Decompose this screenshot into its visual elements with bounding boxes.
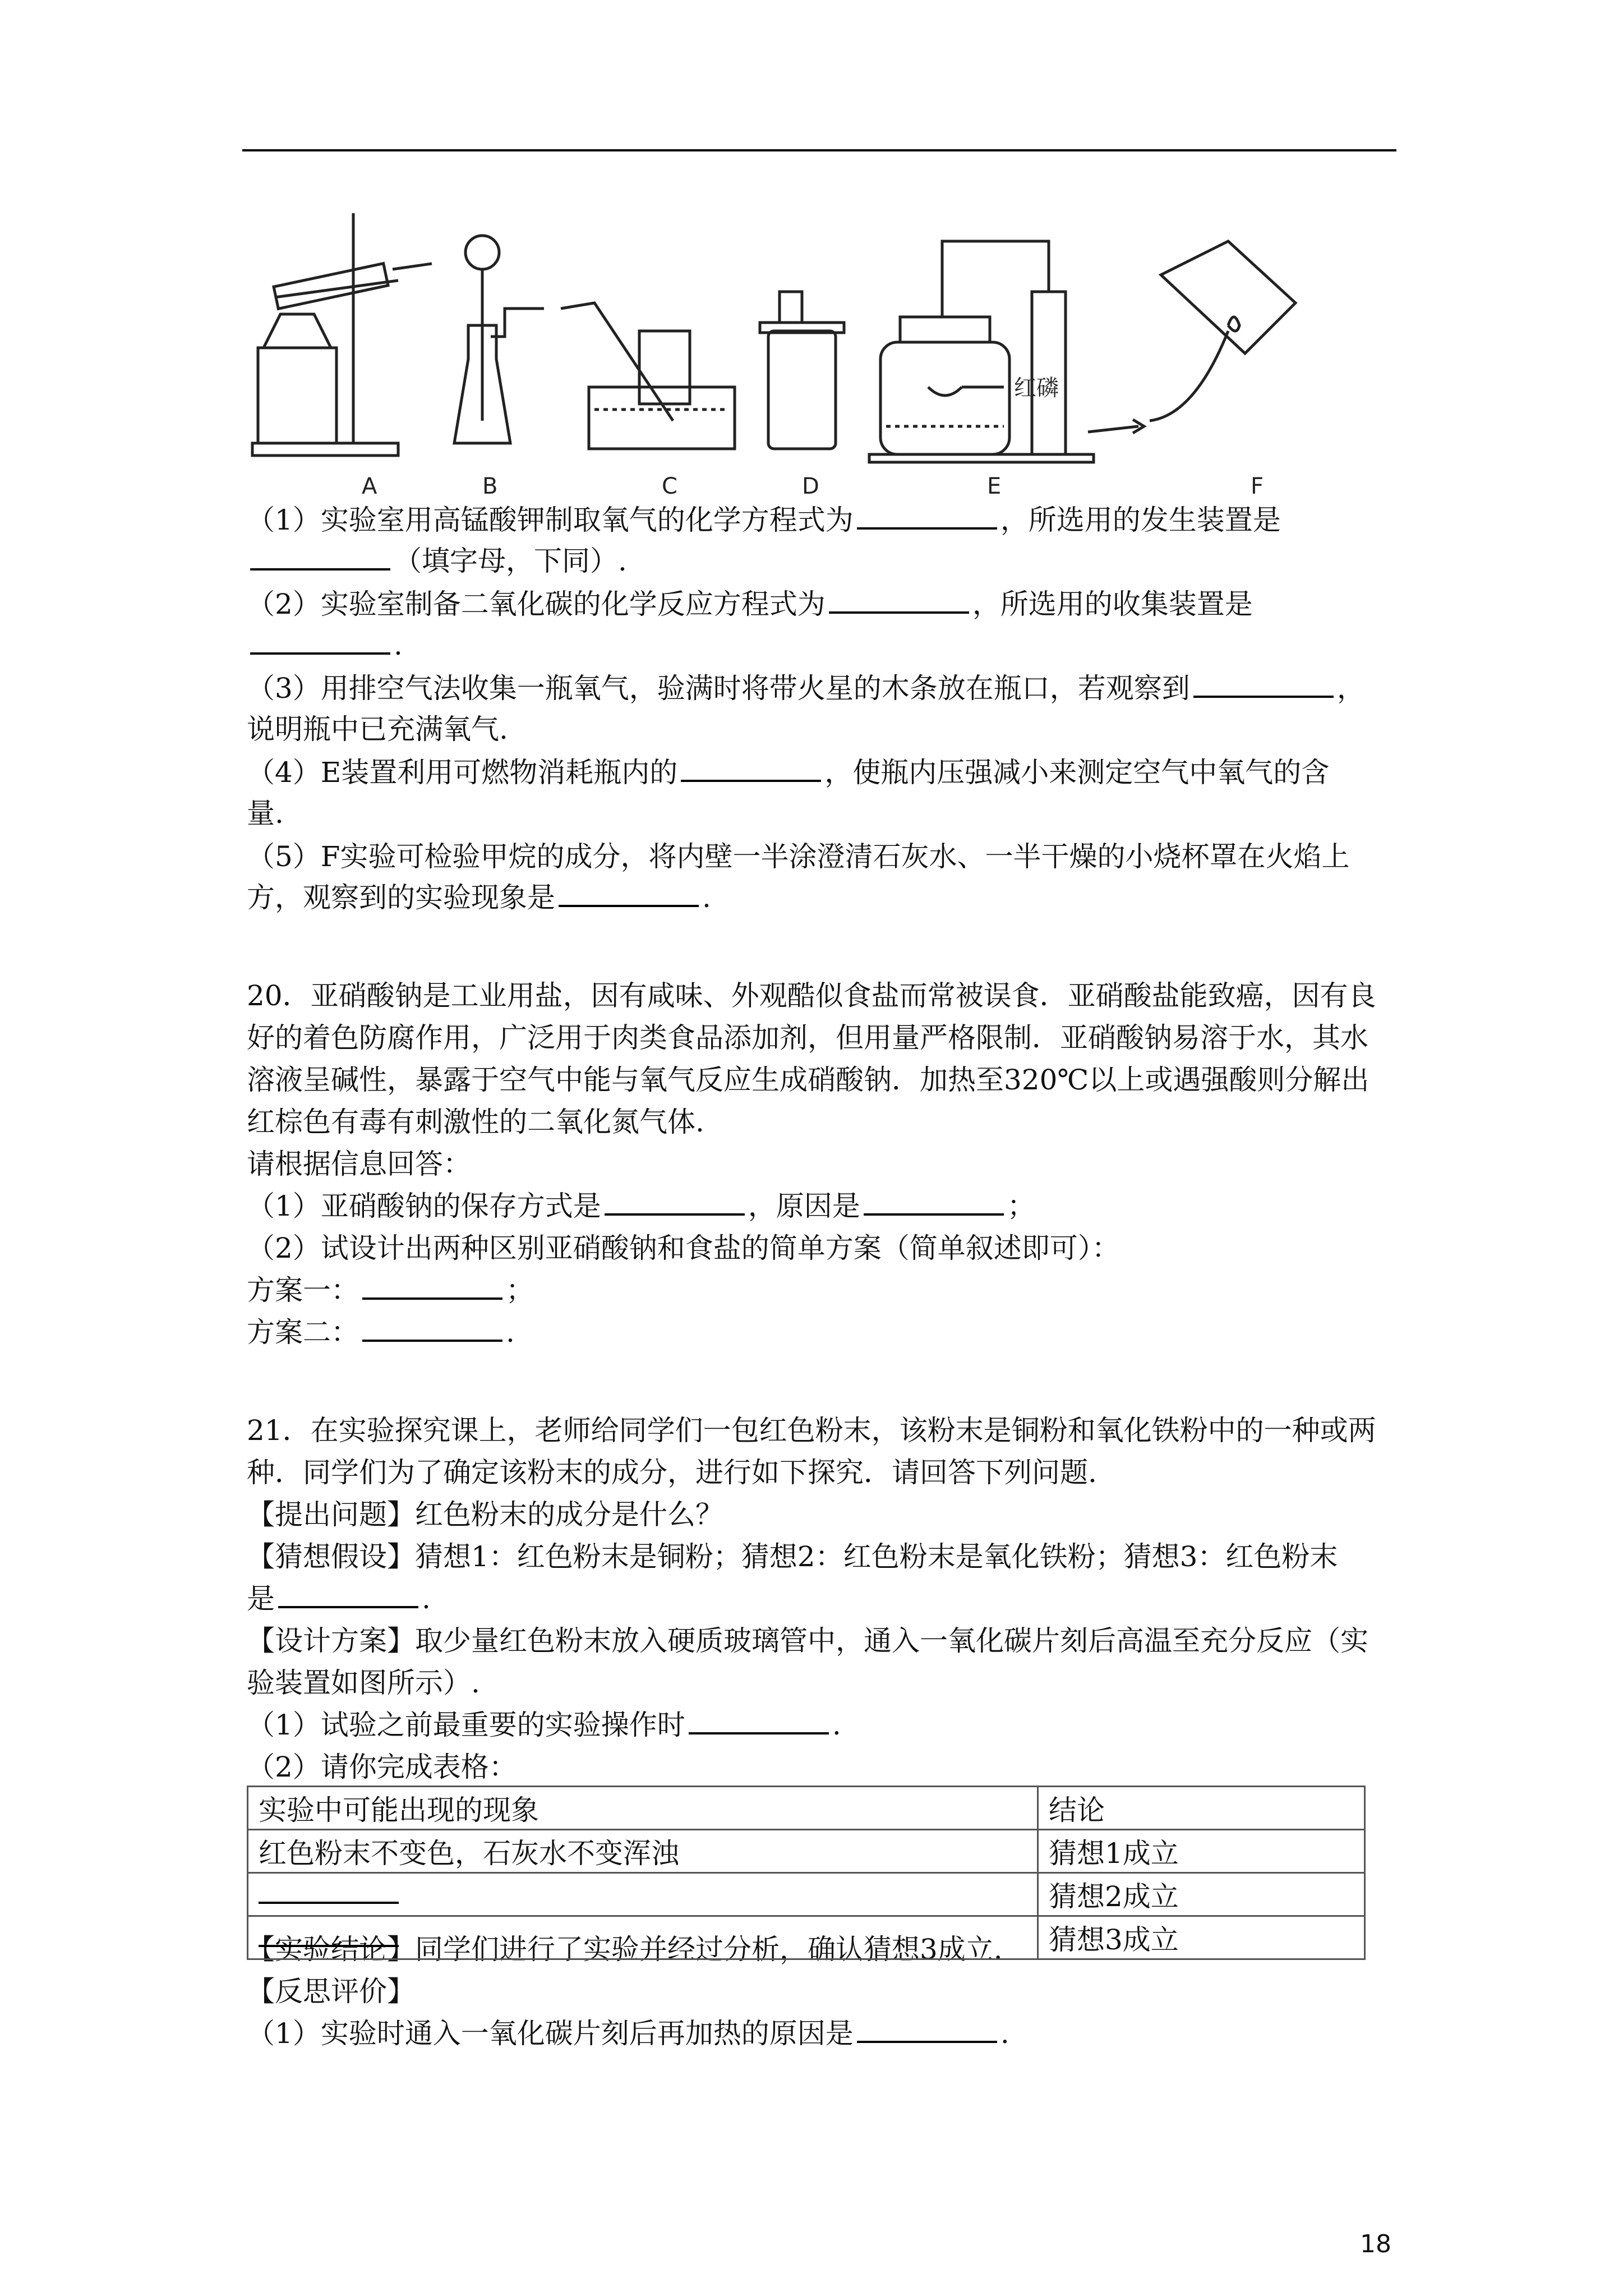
text-segment: 量. bbox=[247, 797, 284, 830]
text-segment: （5）F实验可检验甲烷的成分，将内壁一半涂澄清石灰水、一半干燥的小烧杯罩在火焰上 bbox=[247, 840, 1350, 873]
apparatus-f bbox=[1088, 241, 1295, 433]
text-line bbox=[247, 1272, 534, 1308]
text-line bbox=[247, 586, 1253, 622]
text-segment: （2）请你完成表格： bbox=[247, 1751, 517, 1783]
table-cell: 结论 bbox=[1038, 1787, 1365, 1830]
text-line bbox=[247, 1539, 1338, 1575]
text-line bbox=[247, 880, 711, 915]
answer-blank[interactable] bbox=[857, 505, 997, 530]
text-line bbox=[247, 670, 1365, 706]
text-segment: . bbox=[1000, 2017, 1009, 2050]
text-segment: . bbox=[422, 1582, 431, 1615]
text-segment: . bbox=[506, 1316, 515, 1349]
table-cell bbox=[248, 1916, 1038, 1959]
table-cell: 红色粉末不变色，石灰水不变浑浊 bbox=[248, 1830, 1038, 1873]
figure-label-e: E bbox=[987, 473, 1002, 499]
text-line bbox=[247, 1665, 480, 1701]
figure-label-c: C bbox=[662, 473, 677, 499]
text-segment: . bbox=[702, 881, 711, 914]
text-segment: ，所选用的发生装置是 bbox=[1000, 504, 1281, 536]
text-line bbox=[247, 1412, 1376, 1448]
text-segment: ，所选用的收集装置是 bbox=[972, 588, 1253, 620]
text-segment: ； bbox=[506, 1274, 534, 1306]
text-line bbox=[247, 1623, 1368, 1659]
text-line bbox=[247, 1188, 1035, 1224]
text-line bbox=[247, 543, 627, 579]
apparatus-a bbox=[252, 213, 432, 455]
text-segment: （1）实验室用高锰酸钾制取氧气的化学方程式为 bbox=[247, 504, 854, 536]
text-line bbox=[247, 711, 508, 747]
text-segment: 请根据信息回答： bbox=[247, 1148, 471, 1180]
figure-label-b: B bbox=[482, 473, 498, 499]
figure-label-a: A bbox=[362, 473, 377, 499]
text-segment: （填字母，下同）. bbox=[394, 545, 627, 577]
text-line bbox=[247, 1104, 704, 1140]
text-line bbox=[247, 502, 1281, 538]
text-segment: （4）E装置利用可燃物消耗瓶内的 bbox=[247, 756, 678, 789]
apparatus-figure bbox=[241, 208, 1408, 499]
table-cell: 猜想1成立 bbox=[1038, 1830, 1365, 1873]
header-rule bbox=[242, 149, 1396, 151]
text-line bbox=[247, 1973, 415, 2009]
text-segment: 是 bbox=[247, 1582, 275, 1615]
text-line bbox=[247, 1455, 1097, 1490]
table-row bbox=[248, 1873, 1365, 1916]
text-segment: （1）亚硝酸钠的保存方式是 bbox=[247, 1190, 601, 1222]
table-cell: 猜想3成立 bbox=[1038, 1916, 1365, 1959]
answer-blank[interactable] bbox=[559, 882, 699, 907]
text-segment: 好的着色防腐作用，广泛用于肉类食品添加剂，但用量严格限制．亚硝酸钠易溶于水，其水 bbox=[247, 1022, 1368, 1054]
apparatus-c bbox=[561, 303, 735, 449]
red-phosphorus-label: 红磷 bbox=[1014, 375, 1059, 401]
answer-blank[interactable] bbox=[362, 1317, 502, 1342]
answer-blank[interactable] bbox=[259, 1922, 399, 1947]
text-line bbox=[247, 1581, 431, 1617]
apparatus-d bbox=[760, 292, 844, 449]
text-segment: 20．亚硝酸钠是工业用盐，因有咸味、外观酷似食盐而常被误食．亚硝酸盐能致癌，因有良 bbox=[247, 979, 1376, 1012]
text-line bbox=[247, 754, 1329, 790]
text-segment: 【实验结论】同学们进行了实验并经过分析，确认猜想3成立. bbox=[247, 1933, 1003, 1966]
answer-blank[interactable] bbox=[250, 546, 390, 570]
text-line bbox=[247, 1497, 723, 1533]
text-segment: 方案二： bbox=[247, 1316, 359, 1349]
answer-blank[interactable] bbox=[1193, 673, 1334, 698]
text-line bbox=[247, 1146, 471, 1182]
text-line bbox=[247, 1062, 1369, 1098]
text-line bbox=[247, 1707, 841, 1743]
text-segment: ； bbox=[1007, 1190, 1035, 1222]
text-line bbox=[247, 1020, 1368, 1056]
text-segment: 溶液呈碱性，暴露于空气中能与氧气反应生成硝酸钠．加热至320℃以上或遇强酸则分解出 bbox=[247, 1064, 1370, 1096]
text-segment: 【设计方案】取少量红色粉末放入硬质玻璃管中，通入一氧化碳片刻后高温至充分反应（实 bbox=[247, 1625, 1368, 1657]
apparatus-diagram bbox=[241, 208, 1408, 499]
answer-blank[interactable] bbox=[605, 1191, 745, 1216]
text-segment: . bbox=[832, 1709, 841, 1741]
text-segment: 【反思评价】 bbox=[247, 1975, 415, 2008]
text-segment: ，使瓶内压强减小来测定空气中氧气的含 bbox=[824, 756, 1330, 789]
answer-blank[interactable] bbox=[250, 630, 390, 655]
text-segment: 红棕色有毒有刺激性的二氧化氮气体. bbox=[247, 1106, 704, 1138]
text-line bbox=[247, 1230, 1120, 1266]
table-row bbox=[248, 1830, 1365, 1873]
answer-blank[interactable] bbox=[864, 1191, 1004, 1216]
answer-blank[interactable] bbox=[362, 1275, 502, 1300]
text-segment: （2）试设计出两种区别亚硝酸钠和食盐的简单方案（简单叙述即可）： bbox=[247, 1232, 1120, 1264]
answer-blank[interactable] bbox=[259, 1879, 399, 1904]
text-line bbox=[247, 978, 1376, 1014]
text-segment: . bbox=[394, 629, 403, 661]
text-line bbox=[247, 2016, 1009, 2051]
text-segment: ， bbox=[1336, 672, 1365, 705]
text-segment: 说明瓶中已充满氧气. bbox=[247, 713, 508, 746]
text-segment: 【提出问题】红色粉末的成分是什么？ bbox=[247, 1498, 723, 1531]
text-segment: 方，观察到的实验现象是 bbox=[247, 881, 555, 914]
answer-blank[interactable] bbox=[857, 2018, 997, 2043]
text-segment: （1）实验时通入一氧化碳片刻后再加热的原因是 bbox=[247, 2017, 854, 2050]
text-segment: （3）用排空气法收集一瓶氧气，验满时将带火星的木条放在瓶口，若观察到 bbox=[247, 672, 1190, 705]
table-cell bbox=[248, 1873, 1038, 1916]
text-segment: （2）实验室制备二氧化碳的化学反应方程式为 bbox=[247, 588, 826, 620]
text-segment: 方案一： bbox=[247, 1274, 359, 1306]
apparatus-b bbox=[454, 236, 544, 443]
text-line bbox=[247, 1749, 517, 1785]
table-header-row bbox=[248, 1787, 1365, 1830]
text-line bbox=[247, 795, 284, 831]
text-line bbox=[247, 627, 403, 663]
text-segment: 【猜想假设】猜想1：红色粉末是铜粉；猜想2：红色粉末是氧化铁粉；猜想3：红色粉末 bbox=[247, 1540, 1338, 1573]
text-segment: 验装置如图所示）. bbox=[247, 1667, 480, 1699]
apparatus-e bbox=[869, 241, 1094, 462]
results-table bbox=[247, 1786, 1366, 1960]
text-line bbox=[247, 839, 1350, 875]
text-line bbox=[247, 1314, 515, 1350]
text-segment: 种．同学们为了确定该粉末的成分，进行如下探究．请回答下列问题. bbox=[247, 1456, 1097, 1489]
answer-blank[interactable] bbox=[278, 1584, 418, 1608]
page-number: 18 bbox=[1360, 2230, 1391, 2258]
table-row bbox=[248, 1916, 1365, 1959]
table-cell: 猜想2成立 bbox=[1038, 1873, 1365, 1916]
answer-blank[interactable] bbox=[681, 757, 821, 782]
text-segment: 21．在实验探究课上，老师给同学们一包红色粉末，该粉末是铜粉和氧化铁粉中的一种或两 bbox=[247, 1414, 1376, 1447]
answer-blank[interactable] bbox=[689, 1710, 829, 1734]
table-cell: 实验中可能出现的现象 bbox=[248, 1787, 1038, 1830]
answer-blank[interactable] bbox=[829, 589, 969, 614]
figure-label-d: D bbox=[802, 473, 819, 499]
text-segment: ，原因是 bbox=[748, 1190, 860, 1222]
text-segment: （1）试验之前最重要的实验操作时 bbox=[247, 1709, 685, 1741]
figure-label-f: F bbox=[1251, 473, 1264, 499]
